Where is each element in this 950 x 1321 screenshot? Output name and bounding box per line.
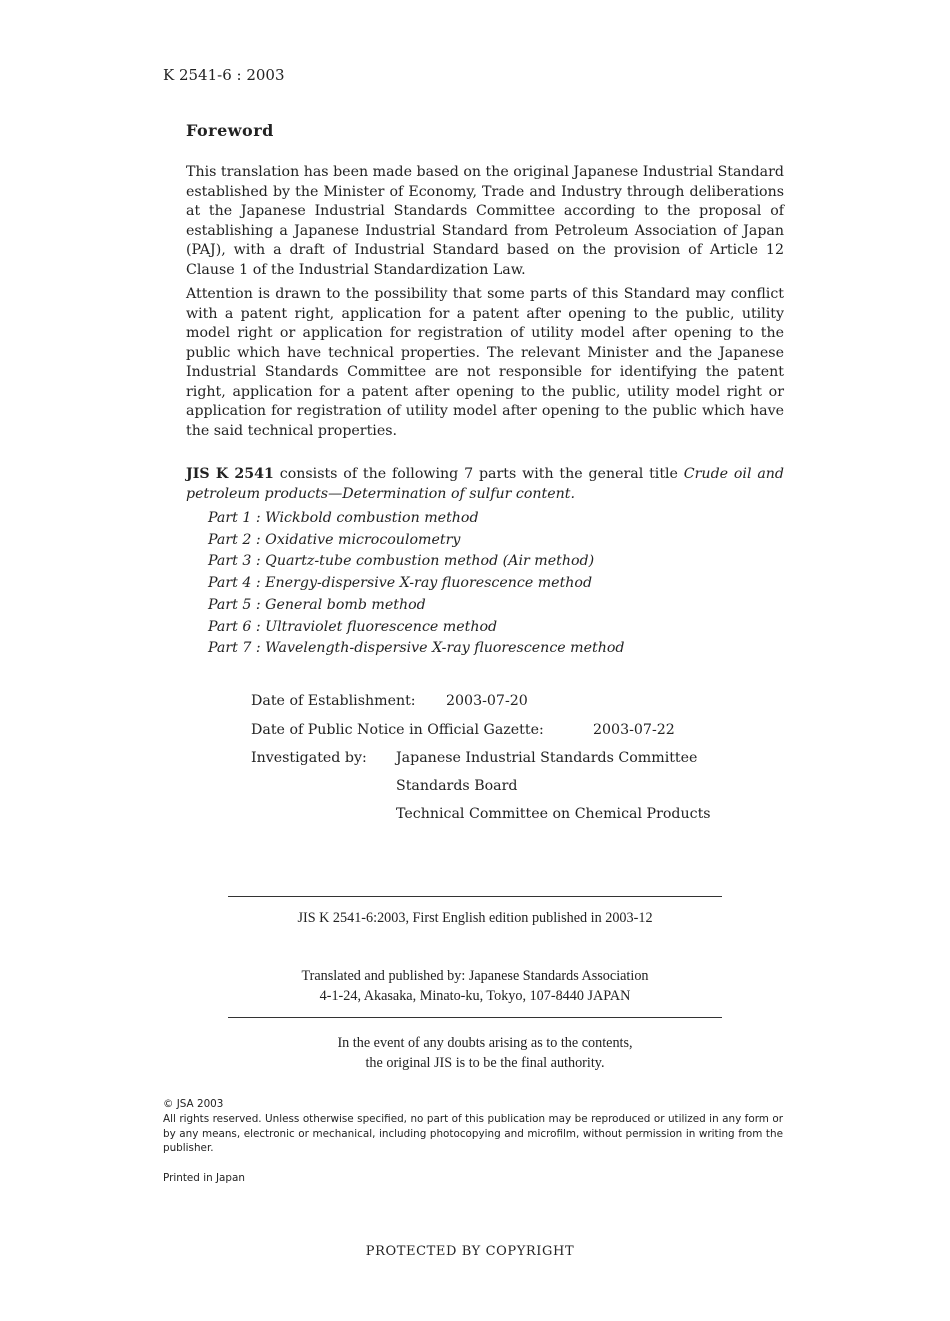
general-title: Crude oil and petroleum products—Determination of sulfur content. [186, 466, 784, 502]
authority-line-2: the original JIS is to be the final authority. [365, 1055, 605, 1071]
protected-by-copyright: PROTECTED BY COPYRIGHT [365, 1244, 575, 1259]
part-item: Part 6 : Ultraviolet fluorescence method [208, 618, 498, 635]
divider-bottom [228, 1017, 722, 1018]
investigated-label: Investigated by: [251, 750, 367, 766]
parts-list [208, 508, 625, 660]
part-item: Part 7 : Wavelength-dispersive X-ray fluorescence method [208, 640, 625, 657]
investigated-by-3: Technical Committee on Chemical Products [396, 806, 711, 822]
establishment-date: 2003-07-20 [446, 693, 528, 709]
part-item: Part 2 : Oxidative microcoulometry [208, 531, 461, 548]
foreword-paragraph-2: Attention is drawn to the possibility that some parts of this Standard may conflict with a patent right, application for a patent after opening to the public, utility model right or application for registration of utility model after opening to the public which have technical properties. The relevant Minister and the Japanese Industrial Standards Committee are not responsible for identifying the patent right, application for a patent after opening to the public, utility model right or application for registration of utility model after opening to the public which have the said technical properties. [186, 286, 784, 439]
standard-code: JIS K 2541 [186, 466, 274, 482]
part-item: Part 1 : Wickbold combustion method [208, 510, 479, 526]
publisher-line-2: 4-1-24, Akasaka, Minato-ku, Tokyo, 107-8440 JAPAN [319, 988, 631, 1004]
document-number: K 2541-6 : 2003 [163, 66, 285, 84]
notice-date: 2003-07-22 [593, 722, 675, 738]
notice-label: Date of Public Notice in Official Gazette: [251, 722, 544, 738]
authority-line-1: In the event of any doubts arising as to the contents, [337, 1035, 633, 1051]
printed-in: Printed in Japan [163, 1172, 245, 1184]
publisher-line-1: Translated and published by: Japanese Standards Association [301, 968, 649, 984]
foreword-title: Foreword [186, 121, 274, 140]
part-item: Part 4 : Energy-dispersive X-ray fluorescence method [208, 575, 593, 592]
investigated-by-2: Standards Board [396, 778, 518, 794]
foreword-paragraph-3 [186, 465, 784, 504]
foreword-paragraph-1: This translation has been made based on the original Japanese Industrial Standard established by the Minister of Economy, Trade and Industry through deliberations at the Japanese Industrial Standards Committee according to the proposal of establishing a Japanese Industrial Standard from Petroleum Association of Japan (PAJ), with a draft of Industrial Standard based on the provision of Article 12 Clause 1 of the Industrial Standardization Law. [186, 164, 784, 278]
establishment-label: Date of Establishment: [251, 693, 416, 709]
divider-top [228, 896, 722, 897]
copyright-symbol: © JSA 2003 [163, 1098, 224, 1110]
copyright-rights: All rights reserved. Unless otherwise specified, no part of this publication may be reproduced or utilized in any form or by any means, electronic or mechanical, including photocopying and microfilm, without permission in writing from the publisher. [163, 1113, 783, 1154]
edition-line: JIS K 2541-6:2003, First English edition published in 2003-12 [297, 910, 653, 926]
part-item: Part 5 : General bomb method [208, 596, 426, 613]
part-item: Part 3 : Quartz-tube combustion method (Air method) [208, 553, 595, 570]
paragraph-3-text: consists of the following 7 parts with the general title [273, 466, 684, 482]
investigated-by-1: Japanese Industrial Standards Committee [396, 750, 698, 766]
